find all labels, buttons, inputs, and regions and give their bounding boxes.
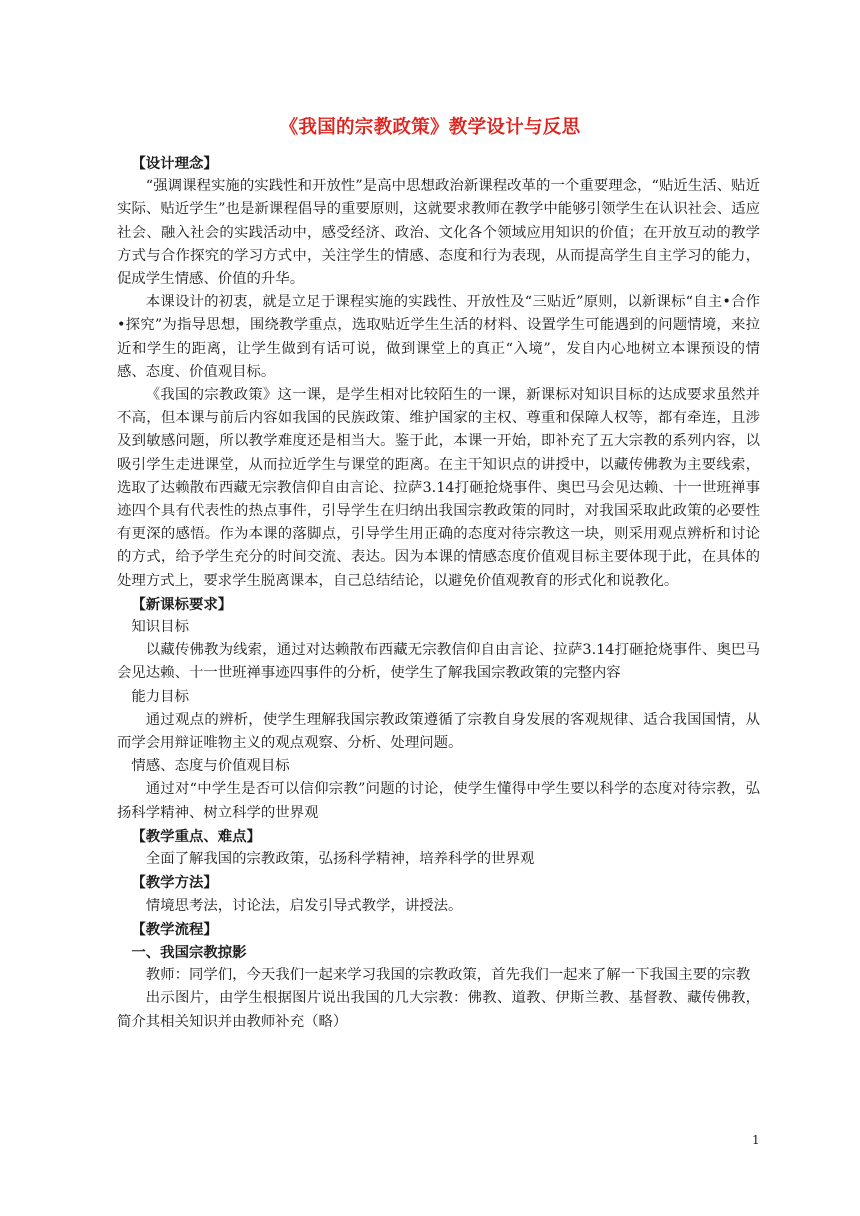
section-heading-process: 【教学流程】 — [131, 920, 218, 938]
process-step-1-paragraph-1: 教师：同学们，今天我们一起来学习我国的宗教政策，首先我们一起来了解一下我国主要的宗教 — [145, 967, 751, 984]
section-heading-methods: 【教学方法】 — [131, 874, 218, 892]
design-paragraph-2: 本课设计的初衷，就是立足于课程实施的实践性、开放性及“三贴近”原则，以新课标“自主•合作•探究”为指导思想，围绕教学重点，选取贴近学生生活的材料、设置学生可能遇到的问题情境，来拉近和学生的距离，让学生做到有话可说，做到课堂上的真正“入境”，发自内心地树立本课预设的情感、态度、价值观目标。 — [117, 294, 760, 380]
design-paragraph-1: “强调课程实施的实践性和开放性”是高中思想政治新课程改革的一个重要理念，“贴近生活、贴近实际、贴近学生”也是新课程倡导的重要原则，这就要求教师在教学中能够引领学生在认识社会、适应社会、融入社会的实践活动中，感受经济、政治、文化各个领域应用知识的价值；在开放互动的教学方式与合作探究的学习方式中，关注学生的情感、态度和行为表现，从而提高学生自主学习的能力，促成学生情感、价值的升华。 — [117, 178, 760, 288]
knowledge-goal-text: 以藏传佛教为线索，通过对达赖散布西藏无宗教信仰自由言论、拉萨3.14打砸抢烧事件、奥巴马会见达赖、十一世班禅事迹四事件的分析，使学生了解我国宗教政策的完整内容 — [117, 642, 760, 682]
page-number: 1 — [752, 1133, 760, 1147]
section-heading-standards: 【新课标要求】 — [131, 595, 233, 613]
process-step-1-paragraph-2: 出示图片，由学生根据图片说出我国的几大宗教：佛教、道教、伊斯兰教、基督教、藏传佛教，简介其相关知识并由教师补充（略） — [117, 990, 760, 1030]
knowledge-goal-label: 知识目标 — [131, 619, 189, 636]
document-body — [117, 152, 760, 1034]
methods-text: 情境思考法，讨论法，启发引导式教学，讲授法。 — [145, 897, 463, 914]
ability-goal-text: 通过观点的辨析，使学生理解我国宗教政策遵循了宗教自身发展的客观规律、适合我国国情，从而学会用辩证唯物主义的观点观察、分析、处理问题。 — [117, 711, 760, 752]
document-title: 《我国的宗教政策》教学设计与反思 — [279, 117, 581, 138]
section-heading-key-points: 【教学重点、难点】 — [131, 827, 261, 845]
key-points-text: 全面了解我国的宗教政策，弘扬科学精神，培养科学的世界观 — [145, 851, 535, 868]
emotion-goal-text: 通过对“中学生是否可以信仰宗教”问题的讨论，使学生懂得中学生要以科学的态度对待宗教，弘扬科学精神、树立科学的世界观 — [117, 781, 760, 821]
emotion-goal-label: 情感、态度与价值观目标 — [131, 758, 290, 775]
design-paragraph-3: 《我国的宗教政策》这一课，是学生相对比较陌生的一课，新课标对知识目标的达成要求虽然并不高，但本课与前后内容如我国的民族政策、维护国家的主权、尊重和保障人权等，都有牵连，且涉及到敏感问题，所以教学难度还是相当大。鉴于此，本课一开始，即补充了五大宗教的系列内容，以吸引学生走进课堂，从而拉近学生与课堂的距离。在主干知识点的讲授中，以藏传佛教为主要线索，选取了达赖散布西藏无宗教信仰自由言论、拉萨3.14打砸抢烧事件、奥巴马会见达赖、十一世班禅事迹四个具有代表性的热点事件，引导学生在归纳出我国宗教政策的同时，对我国采取此政策的必要性有更深的感悟。作为本课的落脚点，引导学生用正确的态度对待宗教这一块，则采用观点辨析和讨论的方式，给予学生充分的时间交流、表达。因为本课的情感态度价值观目标主要体现于此，在具体的处理方式上，要求学生脱离课本，自己总结结论，以避免价值观教育的形式化和说教化。 — [117, 387, 760, 589]
section-heading-design: 【设计理念】 — [131, 155, 218, 172]
process-step-1-heading: 一、我国宗教掠影 — [131, 943, 247, 961]
ability-goal-label: 能力目标 — [131, 688, 189, 705]
